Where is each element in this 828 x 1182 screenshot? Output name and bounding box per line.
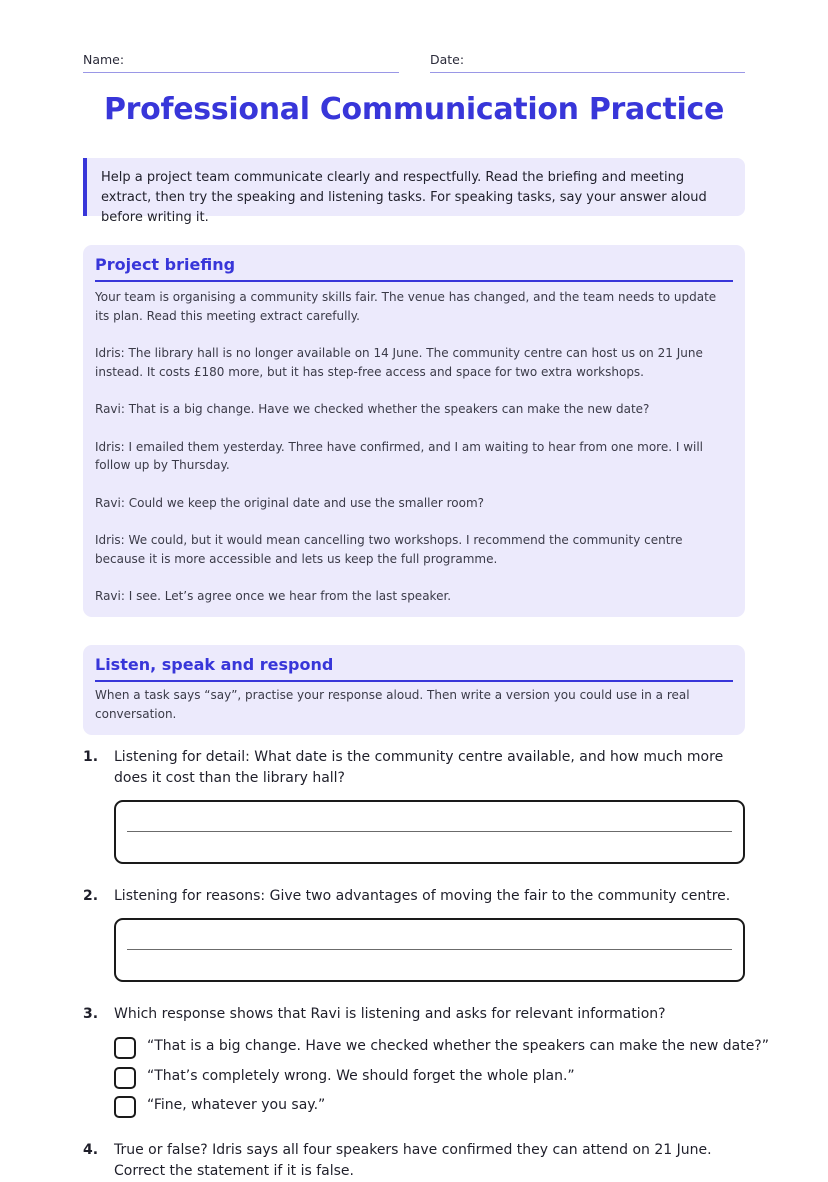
briefing-paragraph: Your team is organising a community skills fair. The venue has changed, and the team needs to update its plan. Read this meeting extract carefully. [95,290,717,323]
answer-box-2[interactable] [114,918,745,982]
briefing-paragraph: Idris: We could, but it would mean cancelling two workshops. I recommend the community centre because it is more accessible and lets us keep the full programme. [95,533,683,566]
name-label: Name: [83,52,125,67]
question-number: 3. [83,1006,99,1022]
question-text: Listening for detail: What date is the community centre available, and how much more does it cost than the library hall? [114,749,724,786]
project-briefing-card [83,245,745,617]
question-number: 2. [83,888,99,904]
option-text: “That’s completely wrong. We should forget the whole plan.” [147,1068,575,1084]
date-field[interactable] [430,52,745,67]
date-label: Date: [430,52,465,67]
question-text: True or false? Idris says all four speakers have confirmed they can attend on 21 June. Correct the statement if it is false. [114,1142,712,1179]
option-b[interactable] [114,1067,745,1089]
name-line [83,72,399,73]
listen-instructions: When a task says “say”, practise your response aloud. Then write a version you could use in a real conversation. [95,688,690,721]
option-text: “Fine, whatever you say.” [147,1097,326,1113]
option-text: “That is a big change. Have we checked whether the speakers can make the new date?” [147,1038,769,1054]
briefing-paragraph: Ravi: Could we keep the original date and use the smaller room? [95,495,485,510]
option-checkbox[interactable] [114,1096,136,1118]
question-number: 1. [83,749,99,765]
answer-line [127,831,732,832]
briefing-paragraph: Ravi: That is a big change. Have we checked whether the speakers can make the new date? [95,402,650,416]
option-checkbox[interactable] [114,1067,136,1089]
briefing-paragraph: Ravi: I see. Let’s agree once we hear from the last speaker. [95,589,452,603]
page-title: Professional Communication Practice [104,92,724,127]
option-checkbox[interactable] [114,1037,136,1059]
listen-heading: Listen, speak and respond [95,655,733,682]
date-line [430,72,745,73]
briefing-heading: Project briefing [95,255,733,282]
answer-line [127,949,732,950]
briefing-paragraph: Idris: I emailed them yesterday. Three have confirmed, and I am waiting to hear from one more. I will follow up by Thursday. [95,439,704,472]
question-number: 4. [83,1142,99,1158]
answer-box-1[interactable] [114,800,745,864]
name-field[interactable] [83,52,399,67]
listen-speak-card [83,645,745,735]
briefing-paragraph: Idris: The library hall is no longer available on 14 June. The community centre can host us on 21 June instead. It costs £180 more, but it has step-free access and space for two extra workshops. [95,346,703,379]
intro-callout: Help a project team communicate clearly and respectfully. Read the briefing and meeting extract, then try the speaking and listening tasks. For speaking tasks, say your answer aloud before writing it. [83,158,745,216]
question-text: Listening for reasons: Give two advantages of moving the fair to the community centre. [114,888,731,904]
question-text: Which response shows that Ravi is listening and asks for relevant information? [114,1006,666,1022]
option-a[interactable] [114,1037,769,1059]
option-c[interactable] [114,1096,745,1118]
